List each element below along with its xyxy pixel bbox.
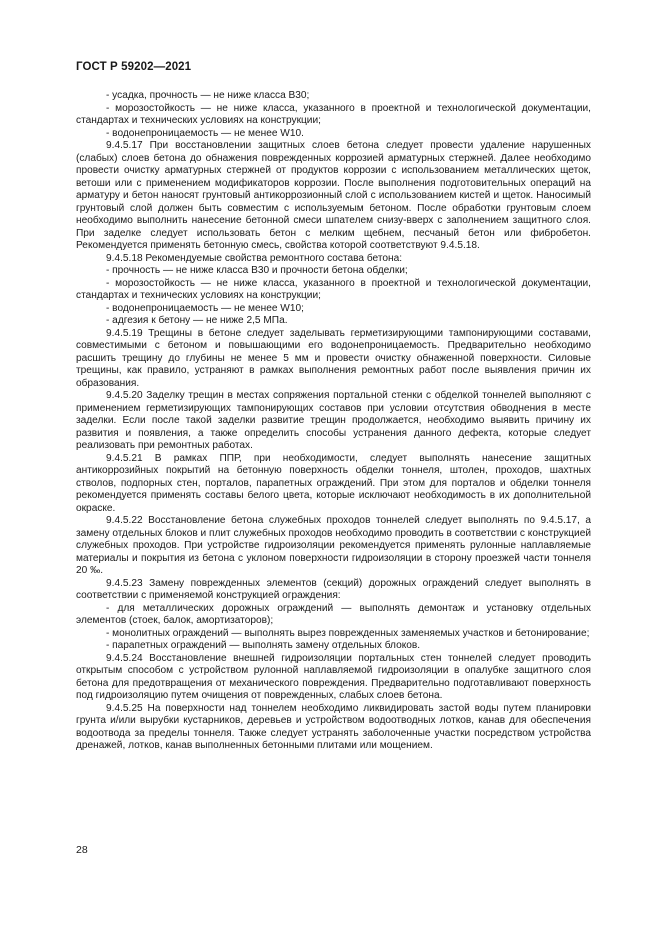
- list-item: - водонепроницаемость — не менее W10;: [106, 302, 304, 314]
- clause-9-4-5-18: 9.4.5.18 Рекомендуемые свойства ремонтного состава бетона:: [106, 252, 403, 264]
- page-number: 28: [76, 844, 88, 856]
- body-text: [76, 90, 591, 753]
- list-item: - адгезия к бетону — не ниже 2,5 МПа.: [106, 315, 288, 326]
- clause-9-4-5-22: 9.4.5.22 Восстановление бетона служебных проходов тоннелей следует выполнять по 9.4.5.17, а замену отдельных блоков и плит служебных проходов необходимо проводить в соответствии с конструкцией служебных проходов. При устройстве гидроизоляции рекомендуется применять рулонные наплавляемые материалы и покрытия из бетона с уклоном поверхности гидроизоляции в сторону проезжей части тоннеля 20 ‰.: [76, 515, 591, 576]
- clause-9-4-5-20: 9.4.5.20 Заделку трещин в местах сопряжения портальной стенки с обделкой тоннелей выполняют с применением герметизирующих тампонирующих составов при условии отсутствия обводнения в месте заделки. Если после такой заделки развитие трещин продолжается, необходимо выявить причину их развития и появления, а также определить способы устранения данного дефекта, которые следует реализовать при ремонтных работах.: [76, 390, 591, 451]
- list-item: - водонепроницаемость — не менее W10.: [106, 127, 304, 139]
- list-item: - морозостойкость — не ниже класса, указанного в проектной и технологической документации, стандартах и технических условиях на конструкции;: [76, 102, 591, 126]
- list-item: - прочность — не ниже класса В30 и прочности бетона обделки;: [106, 265, 408, 276]
- clause-9-4-5-24: 9.4.5.24 Восстановление внешней гидроизоляции портальных стен тоннелей следует проводить открытым способом с устройством рулонной наплавляемой гидроизоляции в опалубке защитного слоя бетона для предотвращения от механического повреждения. Предварительно подготавливают поверхность под гидроизоляцию путем очищения от поврежденных, слабых слоев бетона.: [76, 652, 591, 701]
- list-item: - монолитных ограждений — выполнять вырез поврежденных заменяемых участков и бетонирование;: [106, 627, 590, 639]
- document-header: ГОСТ Р 59202—2021: [76, 61, 192, 73]
- clause-9-4-5-25: 9.4.5.25 На поверхности над тоннелем необходимо ликвидировать застой воды путем планировки грунта и/или вырубки кустарников, деревьев и устройством водоотводных лотков, канав для обеспечения водоотвода за пределы тоннеля. Также следует устранять заболоченные участки посредством устройства дренажей, лотков, канав выполненных бетонными плитами или мощением.: [76, 702, 591, 751]
- list-item: - для металлических дорожных ограждений — выполнять демонтаж и установку отдельных элементов (стоек, балок, амортизаторов);: [76, 602, 591, 626]
- list-item: - морозостойкость — не ниже класса, указанного в проектной и технологической документации, стандартах и технических условиях на конструкции;: [76, 277, 591, 301]
- clause-9-4-5-23: 9.4.5.23 Замену поврежденных элементов (секций) дорожных ограждений следует выполнять в соответствии с применяемой конструкцией ограждения:: [76, 577, 591, 601]
- clause-9-4-5-19: 9.4.5.19 Трещины в бетоне следует заделывать герметизирующими тампонирующими составами, совместимыми с бетоном и повышающими его водонепроницаемость. Предварительно необходимо расшить трещину до глубины не менее 5 мм и провести очистку обнаженной поверхности. Силовые трещины, как правило, устраняют в рамках выполнения ремонтных работ после выявления причин их образования.: [76, 327, 591, 389]
- list-item: - парапетных ограждений — выполнять замену отдельных блоков.: [106, 640, 421, 651]
- list-item: - усадка, прочность — не ниже класса В30;: [106, 90, 310, 101]
- clause-9-4-5-17: 9.4.5.17 При восстановлении защитных слоев бетона следует провести удаление нарушенных (слабых) слоев бетона до обнажения поврежденных коррозией арматурных стержней. Далее необходимо провести очистку арматурных стержней от продуктов коррозии с использованием металлических щеток, ветоши или с применением модификаторов коррозии. После выполнения подготовительных операций на арматуру и бетон наносят грунтовый антикоррозионный слой с использованием кистей и щеток. Наносимый грунтовый слой должен быть совместим с используемым бетоном. После обработки грунтовым слоем необходимо выполнить нанесение бетонной смеси шпателем снизу-вверх с заполнением защитного слоя. При заделке следует использовать бетон с мелким щебнем, песчаный бетон или фибробетон. Рекомендуется применять бетонную смесь, свойства которой соответствуют 9.4.5.18.: [76, 140, 591, 251]
- clause-9-4-5-21: 9.4.5.21 В рамках ППР, при необходимости, следует выполнять нанесение защитных антикоррозийных покрытий на бетонную поверхность обделки тоннеля, штолен, проходов, шахтных стволов, подпорных стен, порталов, парапетных ограждений. При этом для порталов и обделки тоннеля рекомендуется применять составы белого цвета, которые исключают необходимость в их дополнительной окраске.: [76, 452, 591, 514]
